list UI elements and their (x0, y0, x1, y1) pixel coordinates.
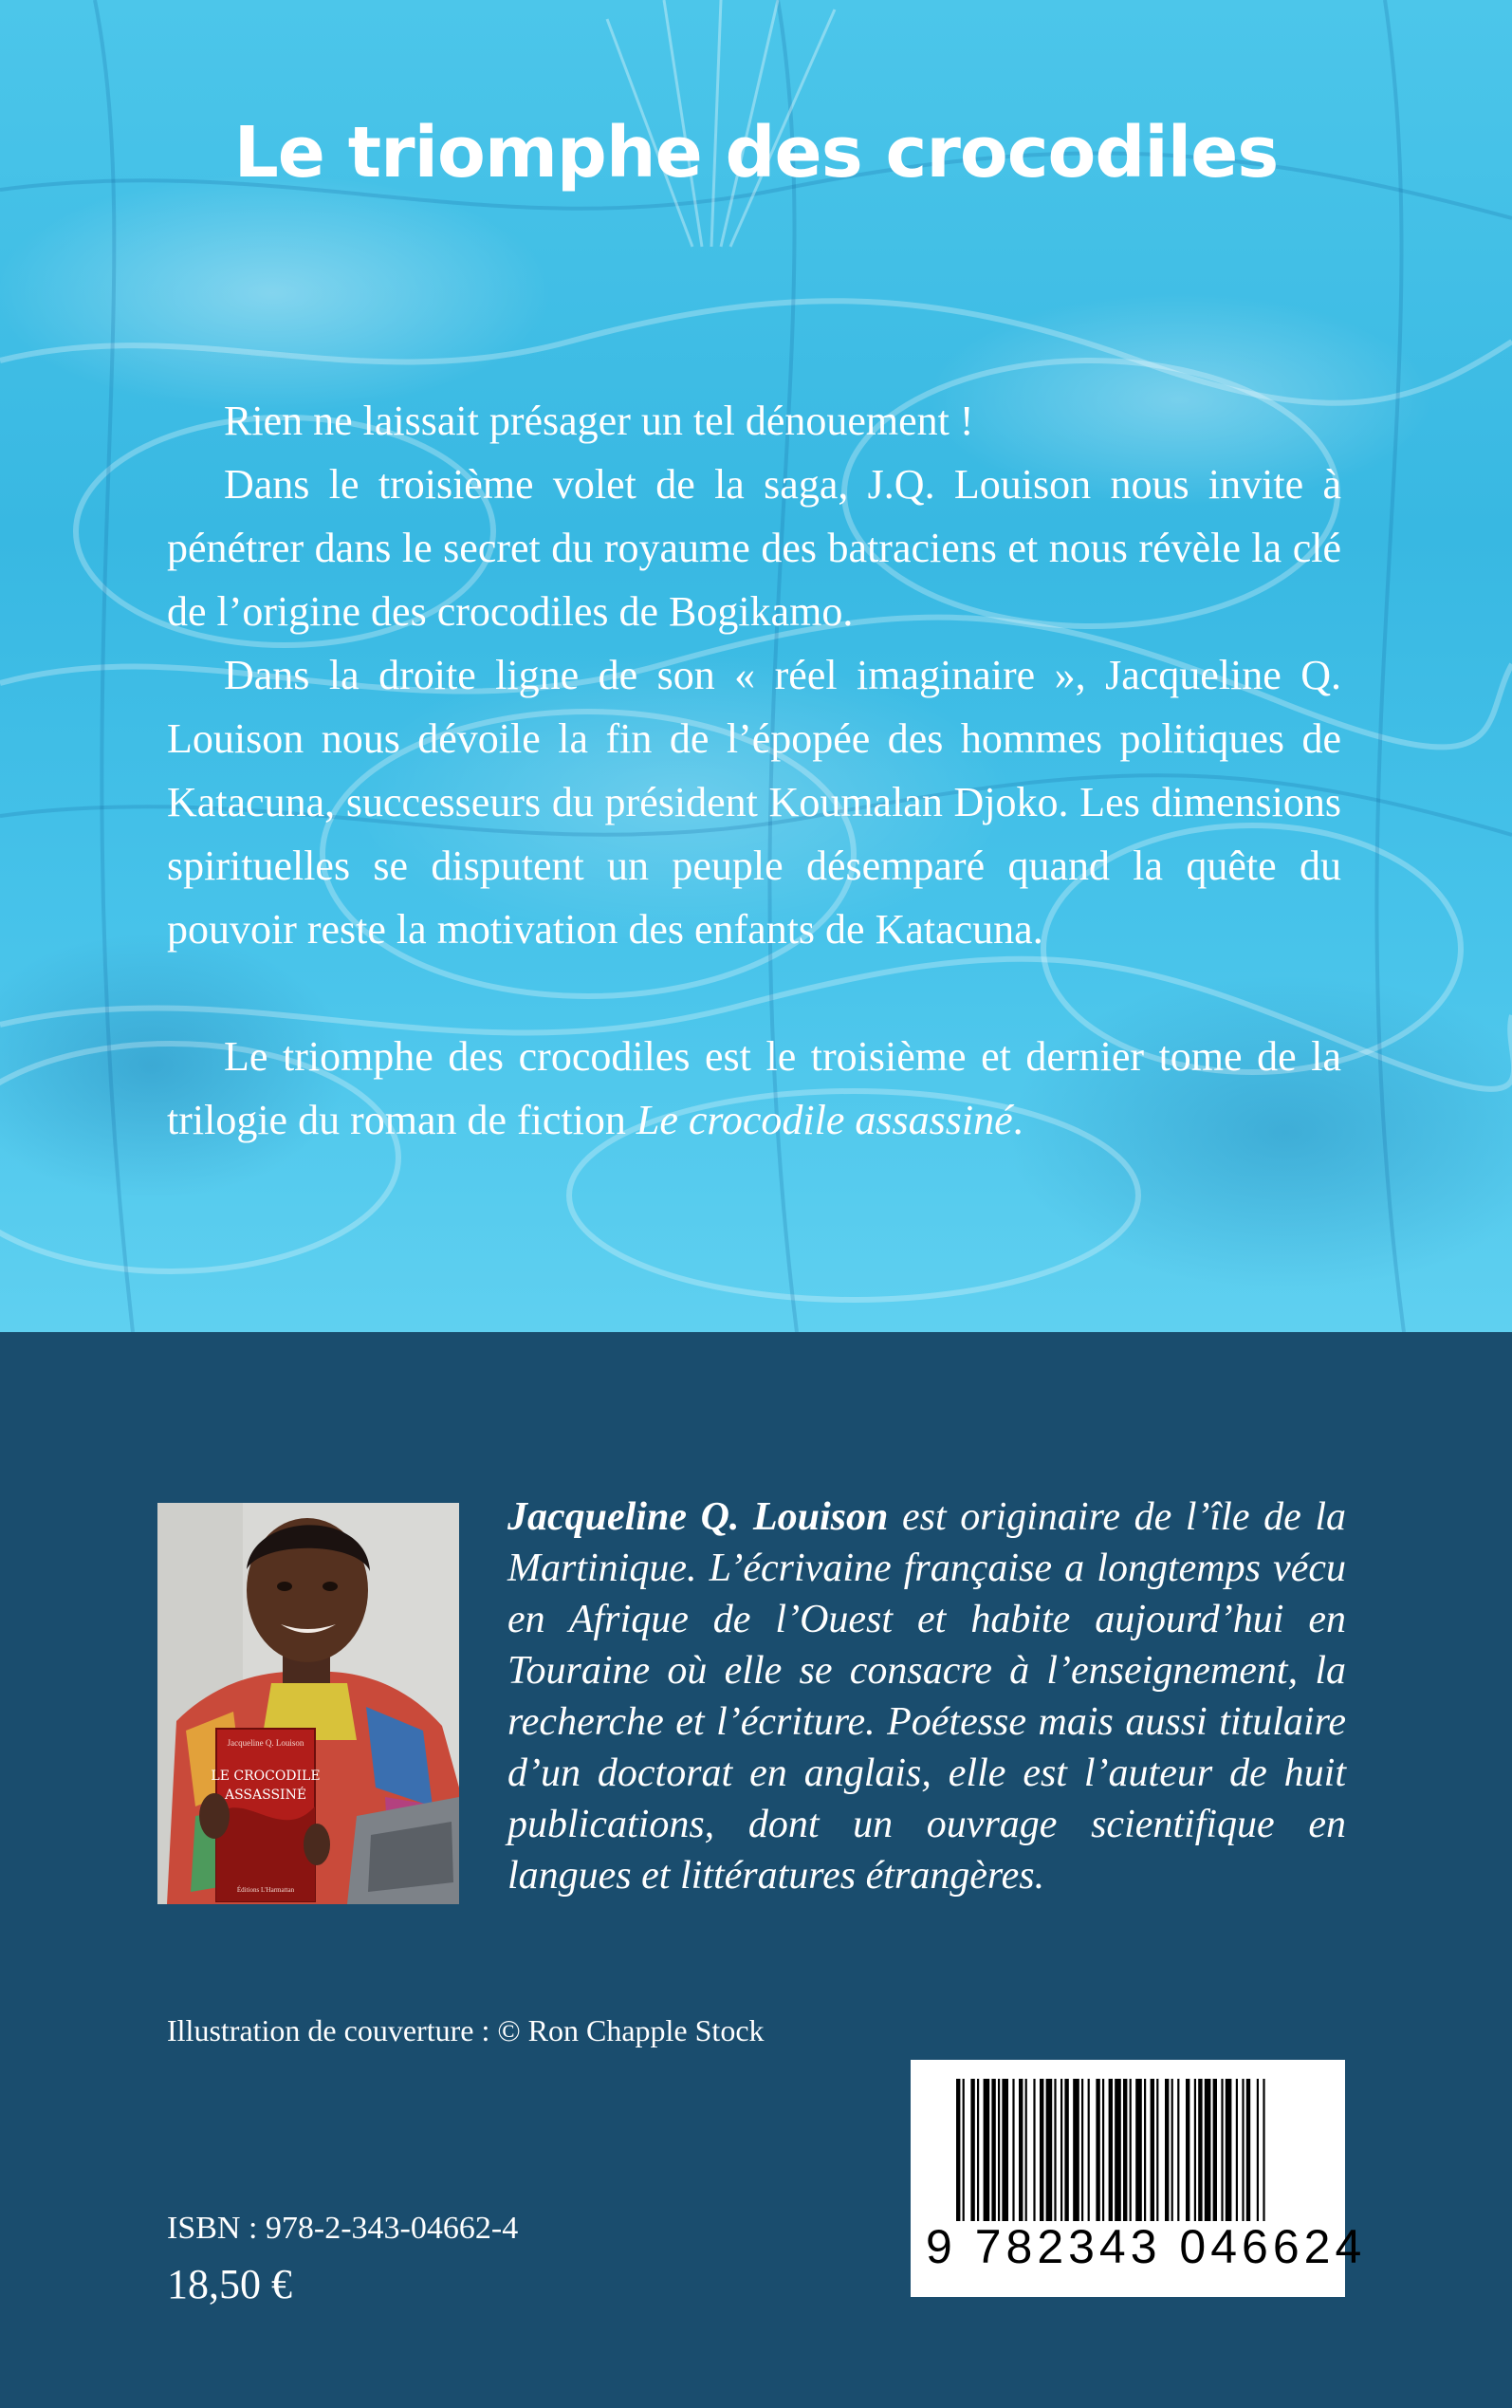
barcode-bar (1123, 2079, 1127, 2221)
barcode-bar (1221, 2079, 1223, 2221)
barcode-bar (1165, 2079, 1169, 2221)
photo-book-publisher: Éditions L'Harmattan (236, 1886, 295, 1894)
blurb-paragraph-2: Dans le troisième volet de la saga, J.Q. Louison nous invite à pénétrer dans le secret du royaume des batraciens et nous révèle la clé de l’origine des crocodiles de Bogikamo. (167, 461, 1341, 635)
barcode-bar (1040, 2079, 1043, 2221)
barcode-bar (1151, 2079, 1154, 2221)
barcode-bar (1242, 2079, 1244, 2221)
barcode-bar (1073, 2079, 1079, 2221)
photo-book-title-1: LE CROCODILE (211, 1769, 321, 1784)
book-title: Le triomphe des crocodiles (233, 112, 1279, 194)
barcode-bar (977, 2079, 979, 2221)
barcode-bar (1102, 2079, 1104, 2221)
author-portrait-image (157, 1503, 459, 1904)
blurb-paragraph-1: Rien ne laissait présager un tel dénouement ! (224, 398, 974, 444)
barcode-bar (1012, 2079, 1014, 2221)
barcode-bar (1064, 2079, 1068, 2221)
author-name: Jacqueline Q. Louison (507, 1495, 889, 1539)
barcode-bar (1046, 2079, 1053, 2221)
blurb-paragraph-3: Dans la droite ligne de son « réel imaginaire », Jacqueline Q. Louison nous dévoile la fin de l’épopée des hommes politiques de Katacuna, successeurs du président Koumalan Djoko. Les dimensions spirituelles se disputent un peuple désemparé quand la quête du pouvoir reste la motivation des enfants de Katacuna. (167, 652, 1341, 953)
barcode-bar (1194, 2079, 1196, 2221)
barcode-bar (1198, 2079, 1202, 2221)
author-bio-text: est originaire de l’île de la Martinique. L’écrivaine française a longtemps vécu en Afrique de l’Ouest et habite aujourd’hui en Touraine où elle se consacre à l’enseignement, la recherche et l’écriture. Poétesse mais aussi titulaire d’un doctorat en anglais, elle est l’auteur de huit publications, dont un ouvrage scientifique en langues et littératures étrangères. (507, 1495, 1346, 1898)
blurb-p4-series-title: Le crocodile assassiné (636, 1097, 1013, 1143)
author-photo (157, 1503, 459, 1904)
barcode-bar (970, 2079, 974, 2221)
back-cover-blurb (167, 389, 1341, 1152)
barcode-bar (1144, 2079, 1146, 2221)
barcode-bar (1002, 2079, 1008, 2221)
barcode-bar (1177, 2079, 1179, 2221)
barcode-bar (991, 2079, 995, 2221)
barcode-bar (1033, 2079, 1035, 2221)
barcode-bar (1060, 2079, 1062, 2221)
barcode-digits: 9 782343 046624 (926, 2220, 1367, 2273)
barcode-bar (1156, 2079, 1158, 2221)
blurb-paragraph-4 (167, 1025, 1341, 1152)
barcode-bar (1115, 2079, 1121, 2221)
barcode-bar (1246, 2079, 1250, 2221)
barcode-bar (1213, 2079, 1217, 2221)
barcode-bar (1109, 2079, 1113, 2221)
photo-book-title-2: ASSASSINÉ (224, 1787, 307, 1803)
author-biography (507, 1491, 1346, 1901)
barcode-bar (1257, 2079, 1259, 2221)
barcode-bar (984, 2079, 990, 2221)
barcode-bar (1171, 2079, 1173, 2221)
barcode-bar (1226, 2079, 1232, 2221)
barcode-bar (1019, 2079, 1023, 2221)
barcode-bar (1130, 2079, 1132, 2221)
barcode-bar (1236, 2079, 1238, 2221)
isbn: ISBN : 978-2-343-04662-4 (167, 2211, 519, 2246)
barcode-bar (1081, 2079, 1083, 2221)
barcode-bar (1054, 2079, 1056, 2221)
blurb-p4-text: Le triomphe des crocodiles est le troisième et dernier tome de la trilogie du roman de fiction (167, 1033, 1341, 1143)
price: 18,50 € (167, 2261, 292, 2307)
barcode-bar (998, 2079, 1000, 2221)
barcode-bar (1205, 2079, 1211, 2221)
barcode-bar (1135, 2079, 1142, 2221)
barcode-bar (1025, 2079, 1027, 2221)
barcode (911, 2060, 1367, 2297)
blurb-p4-end: . (1012, 1097, 1023, 1143)
barcode-bar (1088, 2079, 1090, 2221)
photo-book-author: Jacqueline Q. Louison (227, 1738, 304, 1748)
barcode-bar (1186, 2079, 1189, 2221)
barcode-bar (1096, 2079, 1099, 2221)
barcode-bar (956, 2079, 960, 2221)
barcode-bar (963, 2079, 965, 2221)
barcode-bar (1263, 2079, 1264, 2221)
illustration-credit: Illustration de couverture : © Ron Chapple Stock (167, 2013, 765, 2047)
